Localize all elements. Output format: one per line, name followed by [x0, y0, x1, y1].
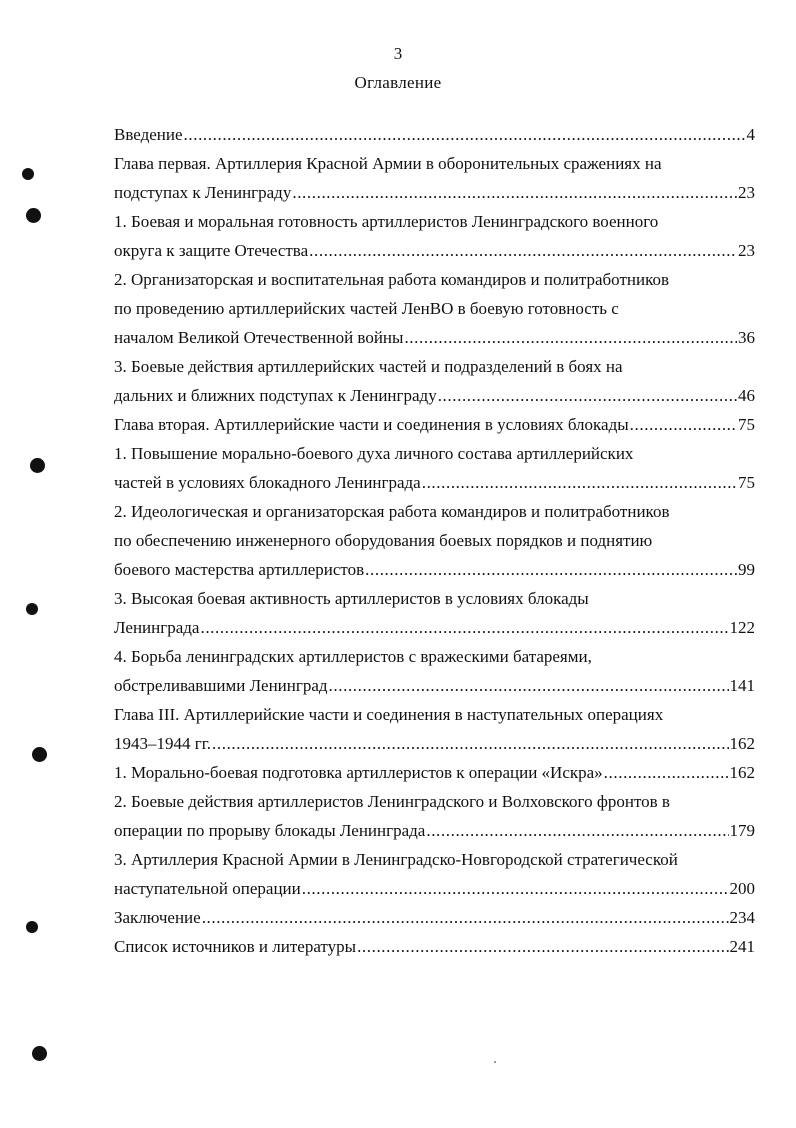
- toc-entry-text: Список источников и литературы: [114, 937, 357, 956]
- dot-leader: [200, 613, 728, 642]
- toc-entry-text: частей в условиях блокадного Ленинграда: [114, 473, 421, 492]
- toc-page-number: 46: [738, 386, 755, 405]
- toc-line: [114, 120, 755, 149]
- toc-entry-text: Введение: [114, 125, 183, 144]
- toc-page-number: 36: [738, 328, 755, 347]
- toc-entry-text: дальних и ближних подступах к Ленинграду: [114, 386, 437, 405]
- toc-entry-text: подступах к Ленинграду: [114, 183, 292, 202]
- dot-leader: [438, 381, 737, 410]
- toc-line: [114, 352, 755, 381]
- toc-line: [114, 149, 755, 178]
- scan-dot: [494, 1061, 496, 1063]
- toc-page-number: 23: [738, 183, 755, 202]
- toc-line: [114, 178, 755, 207]
- toc-line: [114, 642, 755, 671]
- toc-entry-text: Глава III. Артиллерийские части и соединения в наступательных операциях: [114, 705, 664, 724]
- toc-entry: [114, 120, 755, 149]
- toc-line: [114, 410, 755, 439]
- toc-page-number: 4: [746, 125, 755, 144]
- toc-page-number: 200: [729, 879, 755, 898]
- toc-line: [114, 236, 755, 265]
- toc-entry: [114, 642, 755, 700]
- toc-entry: [114, 845, 755, 903]
- toc-line: [114, 381, 755, 410]
- toc-page-number: 23: [738, 241, 755, 260]
- toc-entry-text: операции по прорыву блокады Ленинграда: [114, 821, 426, 840]
- page-number: 3: [393, 44, 403, 63]
- toc-entry-text: 3. Боевые действия артиллерийских частей и подразделений в боях на: [114, 357, 623, 376]
- toc-entry: [114, 439, 755, 497]
- punch-hole: [26, 921, 38, 933]
- toc-entry-text: 3. Артиллерия Красной Армии в Ленинградско-Новгородской стратегической: [114, 850, 678, 869]
- toc-entry: [114, 207, 755, 265]
- toc-page-number: 122: [729, 618, 755, 637]
- toc-line: [114, 874, 755, 903]
- toc-line: [114, 555, 755, 584]
- dot-leader: [630, 410, 737, 439]
- dot-leader: [184, 120, 746, 149]
- toc-line: [114, 207, 755, 236]
- toc-entry-text: 2. Идеологическая и организаторская работа командиров и политработников: [114, 502, 670, 521]
- toc-line: [114, 729, 755, 758]
- toc-page-number: 179: [729, 821, 755, 840]
- toc-entry: [114, 903, 755, 932]
- dot-leader: [329, 671, 729, 700]
- dot-leader: [202, 903, 729, 932]
- toc-entry-text: наступательной операции: [114, 879, 301, 898]
- toc-entry-text: 2. Боевые действия артиллеристов Ленинградского и Волховского фронтов в: [114, 792, 670, 811]
- toc-line: [114, 932, 755, 961]
- toc-page-number: 241: [729, 937, 755, 956]
- toc-entry-text: Глава первая. Артиллерия Красной Армии в оборонительных сражениях на: [114, 154, 662, 173]
- toc-line: [114, 758, 755, 787]
- dot-leader: [212, 729, 728, 758]
- dot-leader: [404, 323, 737, 352]
- toc-entry-text: 1. Боевая и моральная готовность артиллеристов Ленинградского военного: [114, 212, 659, 231]
- toc-entry-text: по проведению артиллерийских частей ЛенВО в боевую готовность с: [114, 299, 619, 318]
- toc-page-number: 162: [729, 763, 755, 782]
- dot-leader: [422, 468, 737, 497]
- toc-entry-text: Глава вторая. Артиллерийские части и соединения в условиях блокады: [114, 415, 629, 434]
- toc-entry-text: Ленинграда: [114, 618, 200, 637]
- toc-line: [114, 671, 755, 700]
- toc-line: [114, 265, 755, 294]
- toc-entry: [114, 352, 755, 410]
- punch-hole: [32, 747, 47, 762]
- dot-leader: [426, 816, 728, 845]
- dot-leader: [309, 236, 737, 265]
- dot-leader: [302, 874, 729, 903]
- table-of-contents: [114, 120, 755, 961]
- toc-line: [114, 613, 755, 642]
- toc-entry: [114, 149, 755, 207]
- toc-page-number: 234: [729, 908, 755, 927]
- toc-title: Оглавление: [354, 73, 442, 92]
- toc-entry-text: 1. Повышение морально-боевого духа личного состава артиллерийских: [114, 444, 634, 463]
- punch-hole: [32, 1046, 47, 1061]
- toc-page-number: 162: [729, 734, 755, 753]
- toc-entry-text: 1. Морально-боевая подготовка артиллеристов к операции «Искра»: [114, 763, 603, 782]
- toc-entry-text: 2. Организаторская и воспитательная работа командиров и политработников: [114, 270, 670, 289]
- toc-page-number: 99: [738, 560, 755, 579]
- toc-line: [114, 294, 755, 323]
- toc-line: [114, 468, 755, 497]
- toc-line: [114, 700, 755, 729]
- dot-leader: [604, 758, 729, 787]
- toc-entry: [114, 265, 755, 352]
- toc-entry: [114, 758, 755, 787]
- dot-leader: [292, 178, 737, 207]
- toc-entry: [114, 584, 755, 642]
- punch-hole: [22, 168, 34, 180]
- punch-hole: [26, 208, 41, 223]
- dot-leader: [357, 932, 728, 961]
- toc-line: [114, 584, 755, 613]
- dot-leader: [365, 555, 737, 584]
- toc-page-number: 75: [738, 415, 755, 434]
- toc-entry: [114, 700, 755, 758]
- toc-entry-text: началом Великой Отечественной войны: [114, 328, 404, 347]
- toc-line: [114, 526, 755, 555]
- punch-hole: [26, 603, 38, 615]
- toc-line: [114, 439, 755, 468]
- toc-entry-text: округа к защите Отечества: [114, 241, 309, 260]
- punch-hole: [30, 458, 45, 473]
- toc-entry-text: 4. Борьба ленинградских артиллеристов с вражескими батареями,: [114, 647, 592, 666]
- toc-line: [114, 816, 755, 845]
- toc-entry-text: боевого мастерства артиллеристов: [114, 560, 365, 579]
- toc-entry-text: Заключение: [114, 908, 201, 927]
- toc-entry: [114, 497, 755, 584]
- toc-line: [114, 903, 755, 932]
- toc-line: [114, 497, 755, 526]
- toc-entry-text: 1943–1944 гг.: [114, 734, 212, 753]
- toc-entry-text: 3. Высокая боевая активность артиллеристов в условиях блокады: [114, 589, 589, 608]
- toc-page-number: 75: [738, 473, 755, 492]
- toc-entry: [114, 932, 755, 961]
- toc-line: [114, 845, 755, 874]
- toc-entry-text: по обеспечению инженерного оборудования боевых порядков и поднятию: [114, 531, 653, 550]
- toc-entry: [114, 410, 755, 439]
- toc-line: [114, 323, 755, 352]
- toc-page-number: 141: [729, 676, 755, 695]
- toc-entry: [114, 787, 755, 845]
- toc-entry-text: обстреливавшими Ленинград: [114, 676, 328, 695]
- toc-line: [114, 787, 755, 816]
